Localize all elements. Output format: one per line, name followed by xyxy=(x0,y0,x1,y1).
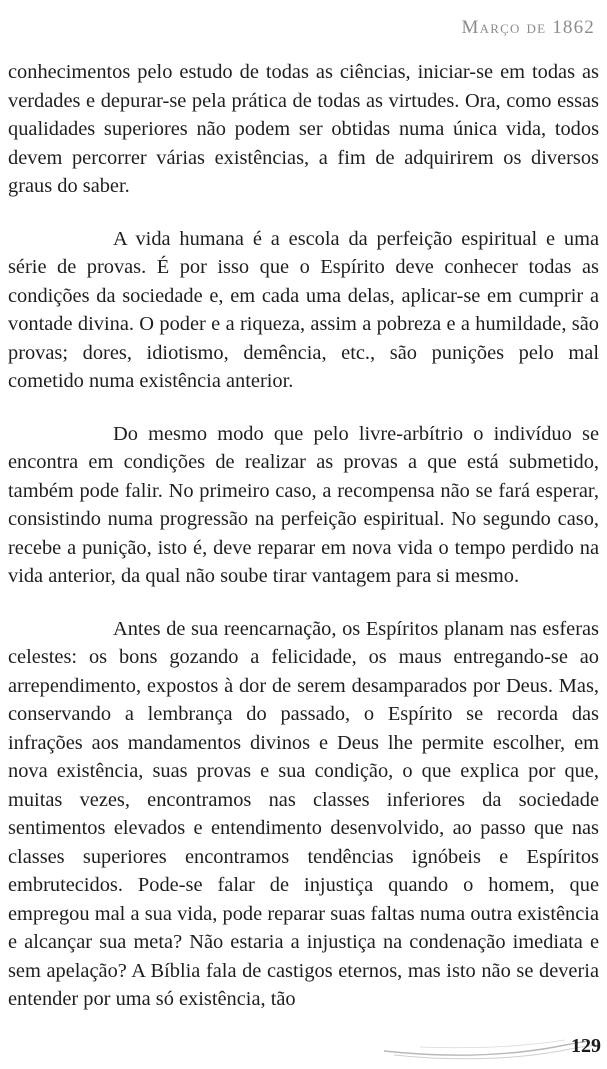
paragraph: Do mesmo modo que pelo livre-arbítrio o indivíduo se encontra em condições de realizar as provas a que está submetido, também pode falir. No primeiro caso, a recompensa não se fará esperar, consistindo numa progressão na perfeição espiritual. No segundo caso, recebe a punição, isto é, deve reparar em nova vida o tempo perdido na vida anterior, da qual não soube tirar vantagem para si mesmo. xyxy=(8,422,599,587)
running-header: Março de 1862 xyxy=(461,17,595,38)
paragraph: Antes de sua reencarnação, os Espíritos planam nas esferas celestes: os bons gozando a felicidade, os maus entregando-se ao arrependimento, expostos à dor de serem desamparados por Deus. Mas, conservando a lembrança do passado, o Espírito se recorda das infrações aos mandamentos divinos e Deus lhe permite escolher, em nova existência, suas provas e sua condição, o que explica por que, muitas vezes, encontramos nas classes inferiores da sociedade sentimentos elevados e entendimento desenvolvido, ao passo que nas classes superiores encontramos tendências ignóbeis e Espíritos embrutecidos. Pode-se falar de injustiça quando o homem, que empregou mal a sua vida, pode reparar suas faltas numa outra existência e alcançar sua meta? Não estaria a injustiça na condenação imediata e sem apelação? A Bíblia fala de castigos eternos, mas isto não se deveria entender por uma só existência, tão xyxy=(8,617,599,1010)
page-footer xyxy=(0,1025,607,1065)
paragraph-continuation: conhecimentos pelo estudo de todas as ciências, iniciar-se em todas as verdades e depurar-se pela prática de todas as virtudes. Ora, como essas qualidades superiores não podem ser obtidas numa única vida, todos devem percorrer várias existências, a fim de adquirirem os diversos graus do saber. xyxy=(8,61,599,197)
paragraph: A vida humana é a escola da perfeição espiritual e uma série de provas. É por isso que o Espírito deve conhecer todas as condições da sociedade e, em cada uma delas, aplicar-se em cumprir a vontade divina. O poder e a riqueza, assim a pobreza e a humildade, são provas; dores, idiotismo, demência, etc., são punições pelo mal cometido numa existência anterior. xyxy=(8,227,599,392)
body-text xyxy=(8,58,599,1038)
page-number: 129 xyxy=(571,1035,601,1057)
